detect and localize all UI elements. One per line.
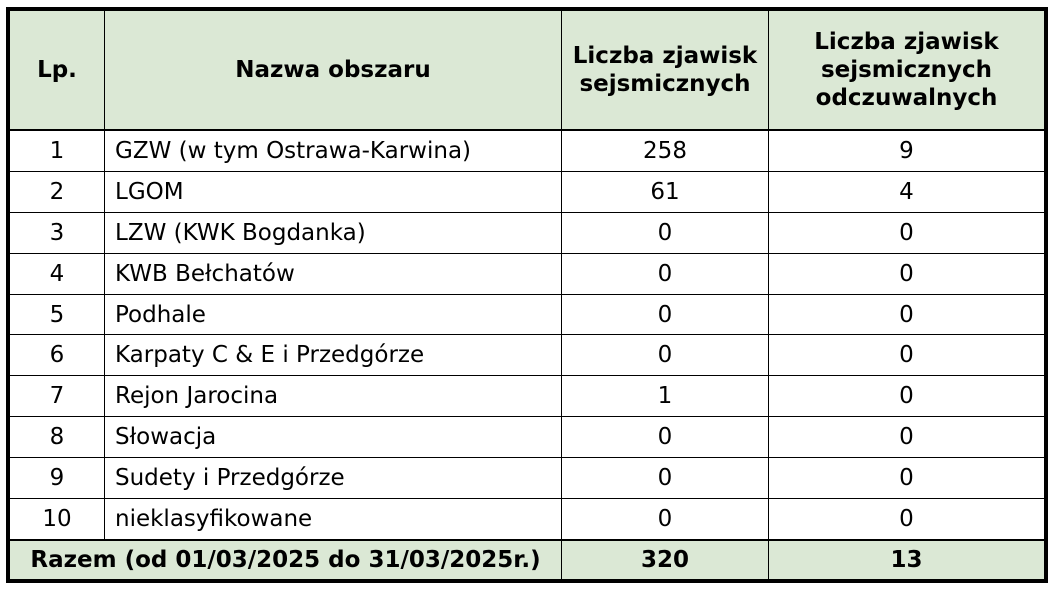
row-event-count: 61 — [562, 171, 769, 212]
row-lp: 9 — [10, 458, 105, 499]
header-lp: Lp. — [10, 11, 105, 131]
row-area-name: GZW (w tym Ostrawa-Karwina) — [105, 130, 562, 171]
row-lp: 6 — [10, 335, 105, 376]
row-felt-count: 0 — [769, 499, 1045, 540]
row-lp: 2 — [10, 171, 105, 212]
table-row — [10, 171, 1045, 212]
table-row — [10, 417, 1045, 458]
table-row — [10, 458, 1045, 499]
table-header — [10, 11, 1045, 131]
row-event-count: 0 — [562, 499, 769, 540]
header-area-name: Nazwa obszaru — [105, 11, 562, 131]
row-felt-count: 0 — [769, 458, 1045, 499]
row-lp: 7 — [10, 376, 105, 417]
header-felt-event-count: Liczba zjawisk sejsmicznych odczuwalnych — [769, 11, 1045, 131]
row-area-name: Podhale — [105, 294, 562, 335]
row-event-count: 0 — [562, 458, 769, 499]
row-lp: 3 — [10, 212, 105, 253]
row-area-name: Sudety i Przedgórze — [105, 458, 562, 499]
table-row — [10, 335, 1045, 376]
row-felt-count: 0 — [769, 294, 1045, 335]
row-event-count: 0 — [562, 253, 769, 294]
row-event-count: 0 — [562, 212, 769, 253]
row-felt-count: 0 — [769, 335, 1045, 376]
row-felt-count: 9 — [769, 130, 1045, 171]
row-lp: 4 — [10, 253, 105, 294]
row-lp: 5 — [10, 294, 105, 335]
row-area-name: LZW (KWK Bogdanka) — [105, 212, 562, 253]
row-lp: 8 — [10, 417, 105, 458]
row-lp: 1 — [10, 130, 105, 171]
table-row — [10, 253, 1045, 294]
row-event-count: 258 — [562, 130, 769, 171]
seismic-events-table — [9, 10, 1045, 580]
row-felt-count: 0 — [769, 212, 1045, 253]
table-footer — [10, 540, 1045, 580]
total-felt-count: 13 — [769, 540, 1045, 580]
row-event-count: 1 — [562, 376, 769, 417]
table-row — [10, 212, 1045, 253]
row-area-name: LGOM — [105, 171, 562, 212]
table-body — [10, 130, 1045, 540]
header-row — [10, 11, 1045, 131]
row-event-count: 0 — [562, 294, 769, 335]
seismic-events-table-frame — [6, 7, 1048, 583]
row-area-name: Karpaty C & E i Przedgórze — [105, 335, 562, 376]
row-felt-count: 0 — [769, 417, 1045, 458]
row-event-count: 0 — [562, 335, 769, 376]
total-row — [10, 540, 1045, 580]
row-felt-count: 0 — [769, 376, 1045, 417]
total-event-count: 320 — [562, 540, 769, 580]
row-felt-count: 0 — [769, 253, 1045, 294]
header-event-count: Liczba zjawisk sejsmicznych — [562, 11, 769, 131]
row-area-name: Rejon Jarocina — [105, 376, 562, 417]
table-row — [10, 294, 1045, 335]
table-row — [10, 130, 1045, 171]
row-felt-count: 4 — [769, 171, 1045, 212]
total-label: Razem (od 01/03/2025 do 31/03/2025r.) — [10, 540, 562, 580]
row-area-name: nieklasyfikowane — [105, 499, 562, 540]
row-area-name: Słowacja — [105, 417, 562, 458]
table-row — [10, 376, 1045, 417]
table-row — [10, 499, 1045, 540]
row-event-count: 0 — [562, 417, 769, 458]
row-area-name: KWB Bełchatów — [105, 253, 562, 294]
row-lp: 10 — [10, 499, 105, 540]
